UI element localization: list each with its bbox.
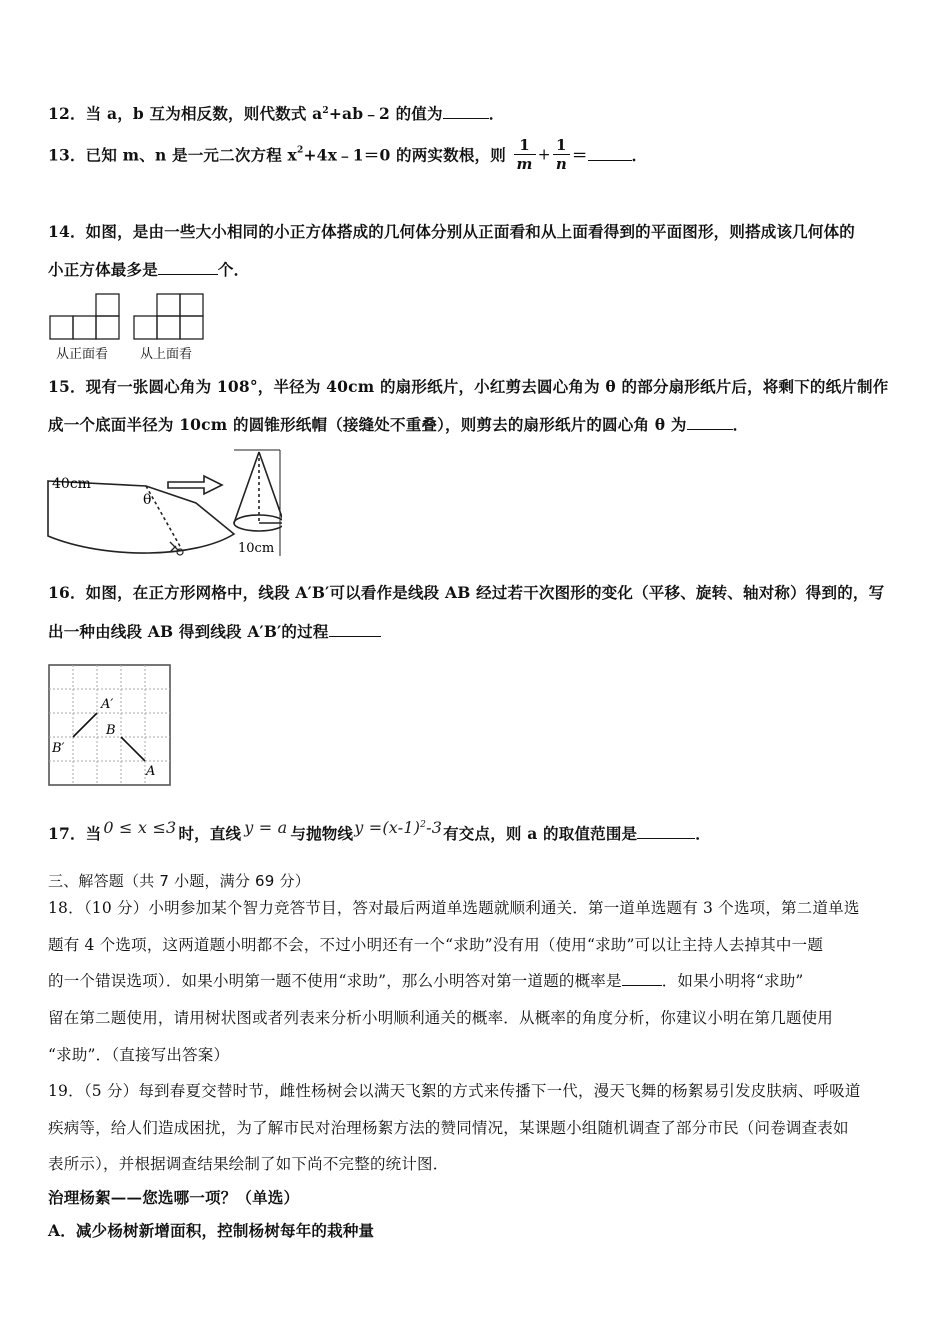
answer-blank[interactable] bbox=[687, 417, 733, 430]
question-19-line-1: 19．（5 分）每到春夏交替时节，雌性杨树会以满天飞絮的方式来传播下一代，漫天飞舞的杨絮易引发皮肤病、呼吸道 bbox=[48, 1082, 861, 1100]
caption-top-view: 从上面看 bbox=[140, 347, 193, 362]
question-17: 17．当 0 ≤ x ≤3 时，直线 y = a 与抛物线$y =(x-1)^2-3$有交点，则 a 的取值范围是 ． bbox=[48, 818, 711, 843]
cone-sides bbox=[234, 452, 282, 523]
answer-blank[interactable] bbox=[158, 262, 218, 275]
segment-AB bbox=[121, 737, 145, 761]
question-18-line-2: 题有 4 个选项，这两道题小明都不会，不过小明还有一个“求助”没有用（使用“求助”可以让主持人去掉其中一题 bbox=[48, 936, 824, 954]
question-18-line-3: 的一个错误选项）．如果小明第一题不使用“求助”，那么小明答对第一道题的概率是 ．如果小明将“求助” bbox=[48, 972, 804, 990]
label-A-prime: A′ bbox=[101, 697, 114, 712]
sector-to-cone-figure bbox=[46, 448, 282, 558]
question-16-line-1: 16．如图，在正方形网格中，线段 A′B′可以看作是线段 AB 经过若干次图形的变化（平移、旋转、轴对称）得到的，写 bbox=[48, 583, 885, 602]
label-radius: 40cm bbox=[52, 476, 91, 492]
label-A: A bbox=[146, 764, 156, 779]
math-line: y = a bbox=[244, 818, 288, 837]
question-18-line-5: “求助”．（直接写出答案） bbox=[48, 1046, 230, 1064]
label-B: B bbox=[106, 723, 116, 738]
question-18-line-1: 18．（10 分）小明参加某个智力竞答节目，答对最后两道单选题就顺利通关．第一道单选题有 3 个选项，第二道单选 bbox=[48, 899, 860, 917]
fraction-1-over-m: $\frac{1}{m}$ bbox=[514, 136, 536, 173]
question-18-line-4: 留在第二题使用，请用树状图或者列表来分析小明顺利通关的概率．从概率的角度分析，你建议小明在第几题使用 bbox=[48, 1009, 834, 1027]
answer-blank[interactable] bbox=[622, 973, 662, 986]
math-range: 0 ≤ x ≤3 bbox=[103, 818, 177, 837]
fraction-1-over-n: $\frac{1}{n}$ bbox=[553, 136, 570, 173]
question-19-line-3: 表所示），并根据调查结果绘制了如下尚不完整的统计图． bbox=[48, 1155, 449, 1173]
answer-blank[interactable] bbox=[637, 826, 695, 839]
question-15-line-1: 15．现有一张圆心角为 108°，半径为 40cm 的扇形纸片，小红剪去圆心角为 θ 的部分扇形纸片后，将剩下的纸片制作 bbox=[48, 377, 889, 396]
answer-blank[interactable] bbox=[329, 624, 381, 637]
label-base-radius: 10cm bbox=[238, 541, 275, 556]
question-12: 12．当 a，b 互为相反数，则代数式 $a^2+ab﹣2$ 的值为 ． bbox=[48, 104, 505, 123]
arrow-right-icon bbox=[168, 476, 222, 494]
caption-front-view: 从正面看 bbox=[56, 347, 109, 362]
section-heading: 三、解答题（共 7 小题，满分 69 分） bbox=[48, 872, 310, 890]
top-view bbox=[134, 294, 203, 339]
label-B-prime: B′ bbox=[52, 741, 65, 756]
survey-option-a: A．减少杨树新增面积，控制杨树每年的栽种量 bbox=[48, 1221, 375, 1240]
label-theta: θ bbox=[143, 492, 152, 508]
question-19-line-2: 疾病等，给人们造成困扰，为了解市民对治理杨絮方法的赞同情况，某课题小组随机调查了部分市民（问卷调查表如 bbox=[48, 1119, 849, 1137]
math-parabola: $y =(x-1)^2-3$ bbox=[354, 818, 443, 837]
question-15-line-2: 成一个底面半径为 10cm 的圆锥形纸帽（接缝处不重叠），则剪去的扇形纸片的圆心角 θ 为 ． bbox=[48, 415, 749, 434]
question-14-line-1: 14．如图，是由一些大小相同的小正方体搭成的几何体分别从正面看和从上面看得到的平面图形，则搭成该几何体的 bbox=[48, 222, 855, 241]
segment-A1B1 bbox=[73, 713, 97, 737]
answer-blank[interactable] bbox=[588, 148, 632, 161]
question-14-line-2: 小正方体最多是 个． bbox=[48, 260, 250, 279]
question-13: 13．已知 m、n 是一元二次方程 $x^2+4x﹣1=0$ 的两实数根，则 $\frac{1}{m}$ + $\frac{1}{n}$ ＝ ． bbox=[48, 136, 648, 173]
grid-figure bbox=[48, 664, 172, 786]
cube-views-figure bbox=[48, 292, 218, 344]
survey-title: 治理杨絮——您选哪一项？（单选） bbox=[48, 1188, 300, 1207]
question-16-line-2: 出一种由线段 AB 得到线段 A′B′的过程 bbox=[48, 620, 381, 642]
front-view bbox=[50, 294, 119, 339]
answer-blank[interactable] bbox=[443, 106, 489, 119]
